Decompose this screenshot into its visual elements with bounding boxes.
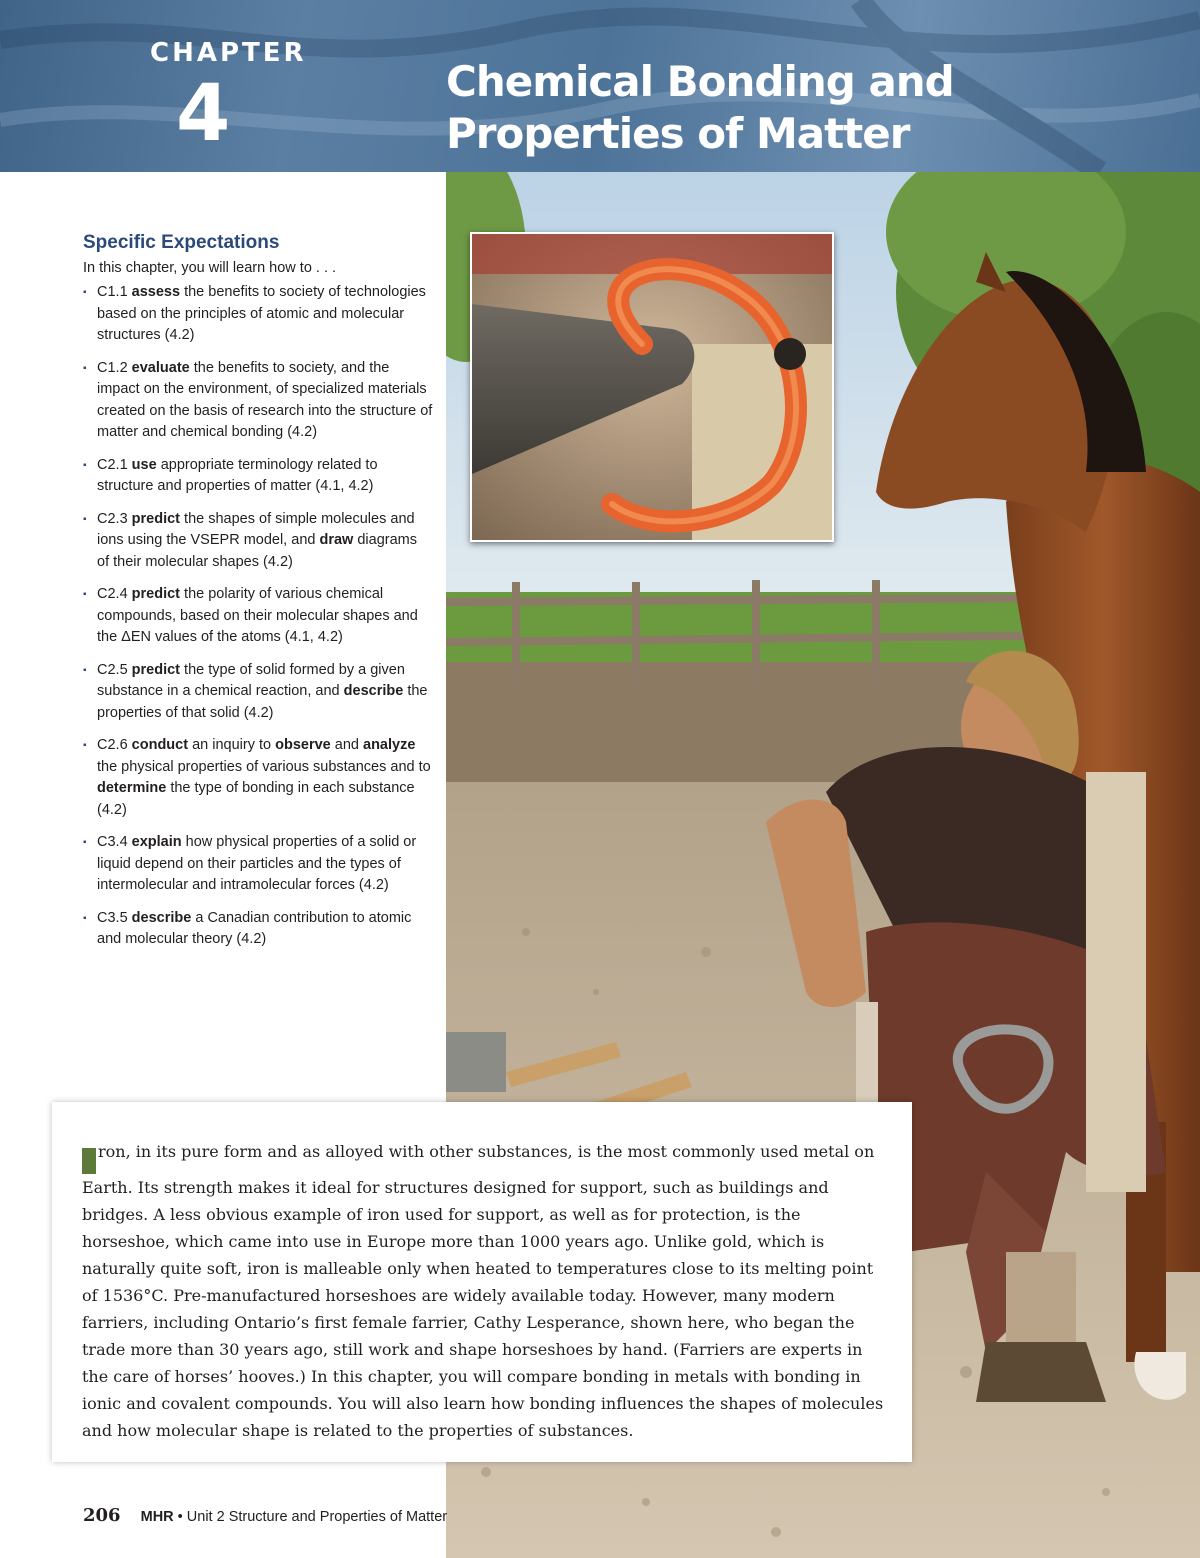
expectation-text: the benefits to society, and the impact on the environment, of specialized materials created on the basis of research into the structure of matter and chemical bonding (4.2) (97, 359, 433, 440)
drop-cap (82, 1148, 96, 1174)
expectation-verb: evaluate (131, 359, 190, 376)
chapter-header-band (0, 0, 1200, 172)
expectation-verb: determine (97, 780, 167, 796)
chapter-number: 4 (176, 69, 231, 159)
expectation-item (83, 735, 433, 821)
expectation-code: C2.3 (97, 510, 128, 527)
expectation-text: appropriate terminology related to structure and properties of matter (4.1, 4.2) (97, 456, 378, 494)
red-hot-horseshoe-photo (470, 232, 834, 542)
expectation-verb: observe (275, 737, 331, 753)
expectations-list (83, 282, 433, 951)
expectation-verb: conduct (131, 737, 189, 753)
expectation-code: C3.5 (97, 909, 128, 926)
expectation-code: C3.4 (97, 834, 128, 850)
expectation-text: the benefits to society of technologies based on the principles of atomic and molecular structures (4.2) (97, 284, 426, 343)
expectation-verb: draw (319, 532, 354, 548)
expectation-code: C2.1 (97, 456, 128, 473)
expectation-verb: explain (131, 834, 182, 850)
expectation-verb: predict (131, 586, 181, 602)
publisher-mark: MHR (140, 1509, 174, 1525)
expectation-code: C2.6 (97, 737, 128, 753)
expectation-item (83, 908, 433, 951)
expectation-verb: describe (343, 683, 404, 699)
expectation-text: diagrams of their molecular shapes (4.2) (97, 532, 417, 570)
expectation-item (83, 282, 433, 347)
chapter-intro-paragraph (82, 1138, 892, 1444)
chapter-title-line-1: Chemical Bonding and (446, 57, 954, 106)
page-footer (83, 1505, 447, 1526)
expectation-text: the type of bonding in each substance (4.2) (97, 780, 415, 818)
chapter-title-line-2: Properties of Matter (446, 109, 910, 158)
chapter-title (446, 56, 1146, 160)
footer-separator: • (177, 1509, 183, 1525)
expectation-text: the properties of that solid (4.2) (97, 683, 428, 721)
footer-unit-title: Unit 2 Structure and Properties of Matter (186, 1509, 448, 1525)
expectations-heading: Specific Expectations (83, 232, 280, 253)
expectation-text: and (334, 737, 359, 753)
expectation-text: an inquiry to (192, 737, 272, 753)
expectations-intro: In this chapter, you will learn how to . . . (83, 260, 337, 276)
expectation-code: C1.2 (97, 359, 128, 376)
expectation-text: the polarity of various chemical compounds, based on their molecular shapes and the ΔEN values of the atoms (4.1, 4.2) (97, 586, 418, 645)
expectation-verb: analyze (363, 737, 416, 753)
expectation-text: the physical properties of various substances and to (97, 758, 431, 775)
horseshoe-anvil-illustration (472, 234, 832, 540)
intro-paragraph-text: ron, in its pure form and as alloyed with other substances, is the most commonly used metal on Earth. Its strength makes it ideal for structures designed for support, such as buildings and bridges. A less obvious example of iron used for support, as well as for protection, is the horseshoe, which came into use in Europe more than 1000 years ago. Unlike gold, which is naturally quite soft, iron is malleable only when heated to temperatures close to its melting point of 1536°C. Pre-manufactured horseshoes are widely available today. However, many modern farriers, including Ontario’s first female farrier, Cathy Lesperance, shown here, who began the trade more than 30 years ago, still work and shape horseshoes by hand. (Farriers are experts in the care of horses’ hooves.) In this chapter, you will compare bonding in metals with bonding in ionic and covalent compounds. You will also learn how bonding influences the shapes of molecules and how molecular shape is related to the properties of substances. (82, 1142, 884, 1440)
expectation-item (83, 832, 433, 897)
expectation-code: C2.5 (97, 661, 128, 678)
expectation-verb: predict (131, 510, 181, 527)
expectation-item (83, 584, 433, 649)
chapter-label: CHAPTER (150, 38, 307, 68)
page-number: 206 (83, 1505, 121, 1526)
expectation-text: the type of solid formed by a given substance in a chemical reaction, and (97, 661, 405, 699)
expectation-item (83, 660, 433, 725)
expectation-text: the shapes of simple molecules and ions using the VSEPR model, (97, 510, 415, 548)
expectation-joiner: and (291, 532, 316, 548)
expectation-verb: predict (131, 661, 181, 678)
expectation-item (83, 358, 433, 444)
chapter-intro-box (52, 1102, 912, 1462)
expectation-item (83, 509, 433, 574)
expectation-verb: describe (131, 909, 192, 926)
expectation-verb: use (131, 456, 157, 473)
expectation-item (83, 455, 433, 498)
expectation-code: C1.1 (97, 284, 128, 300)
expectation-text: a Canadian contribution to atomic and molecular theory (4.2) (97, 909, 412, 947)
specific-expectations (83, 232, 433, 962)
expectation-text: how physical properties of a solid or liquid depend on their particles and the types of intermolecular and intramolecular forces (4.2) (97, 834, 417, 893)
expectation-code: C2.4 (97, 586, 128, 602)
expectation-verb: assess (131, 284, 181, 300)
